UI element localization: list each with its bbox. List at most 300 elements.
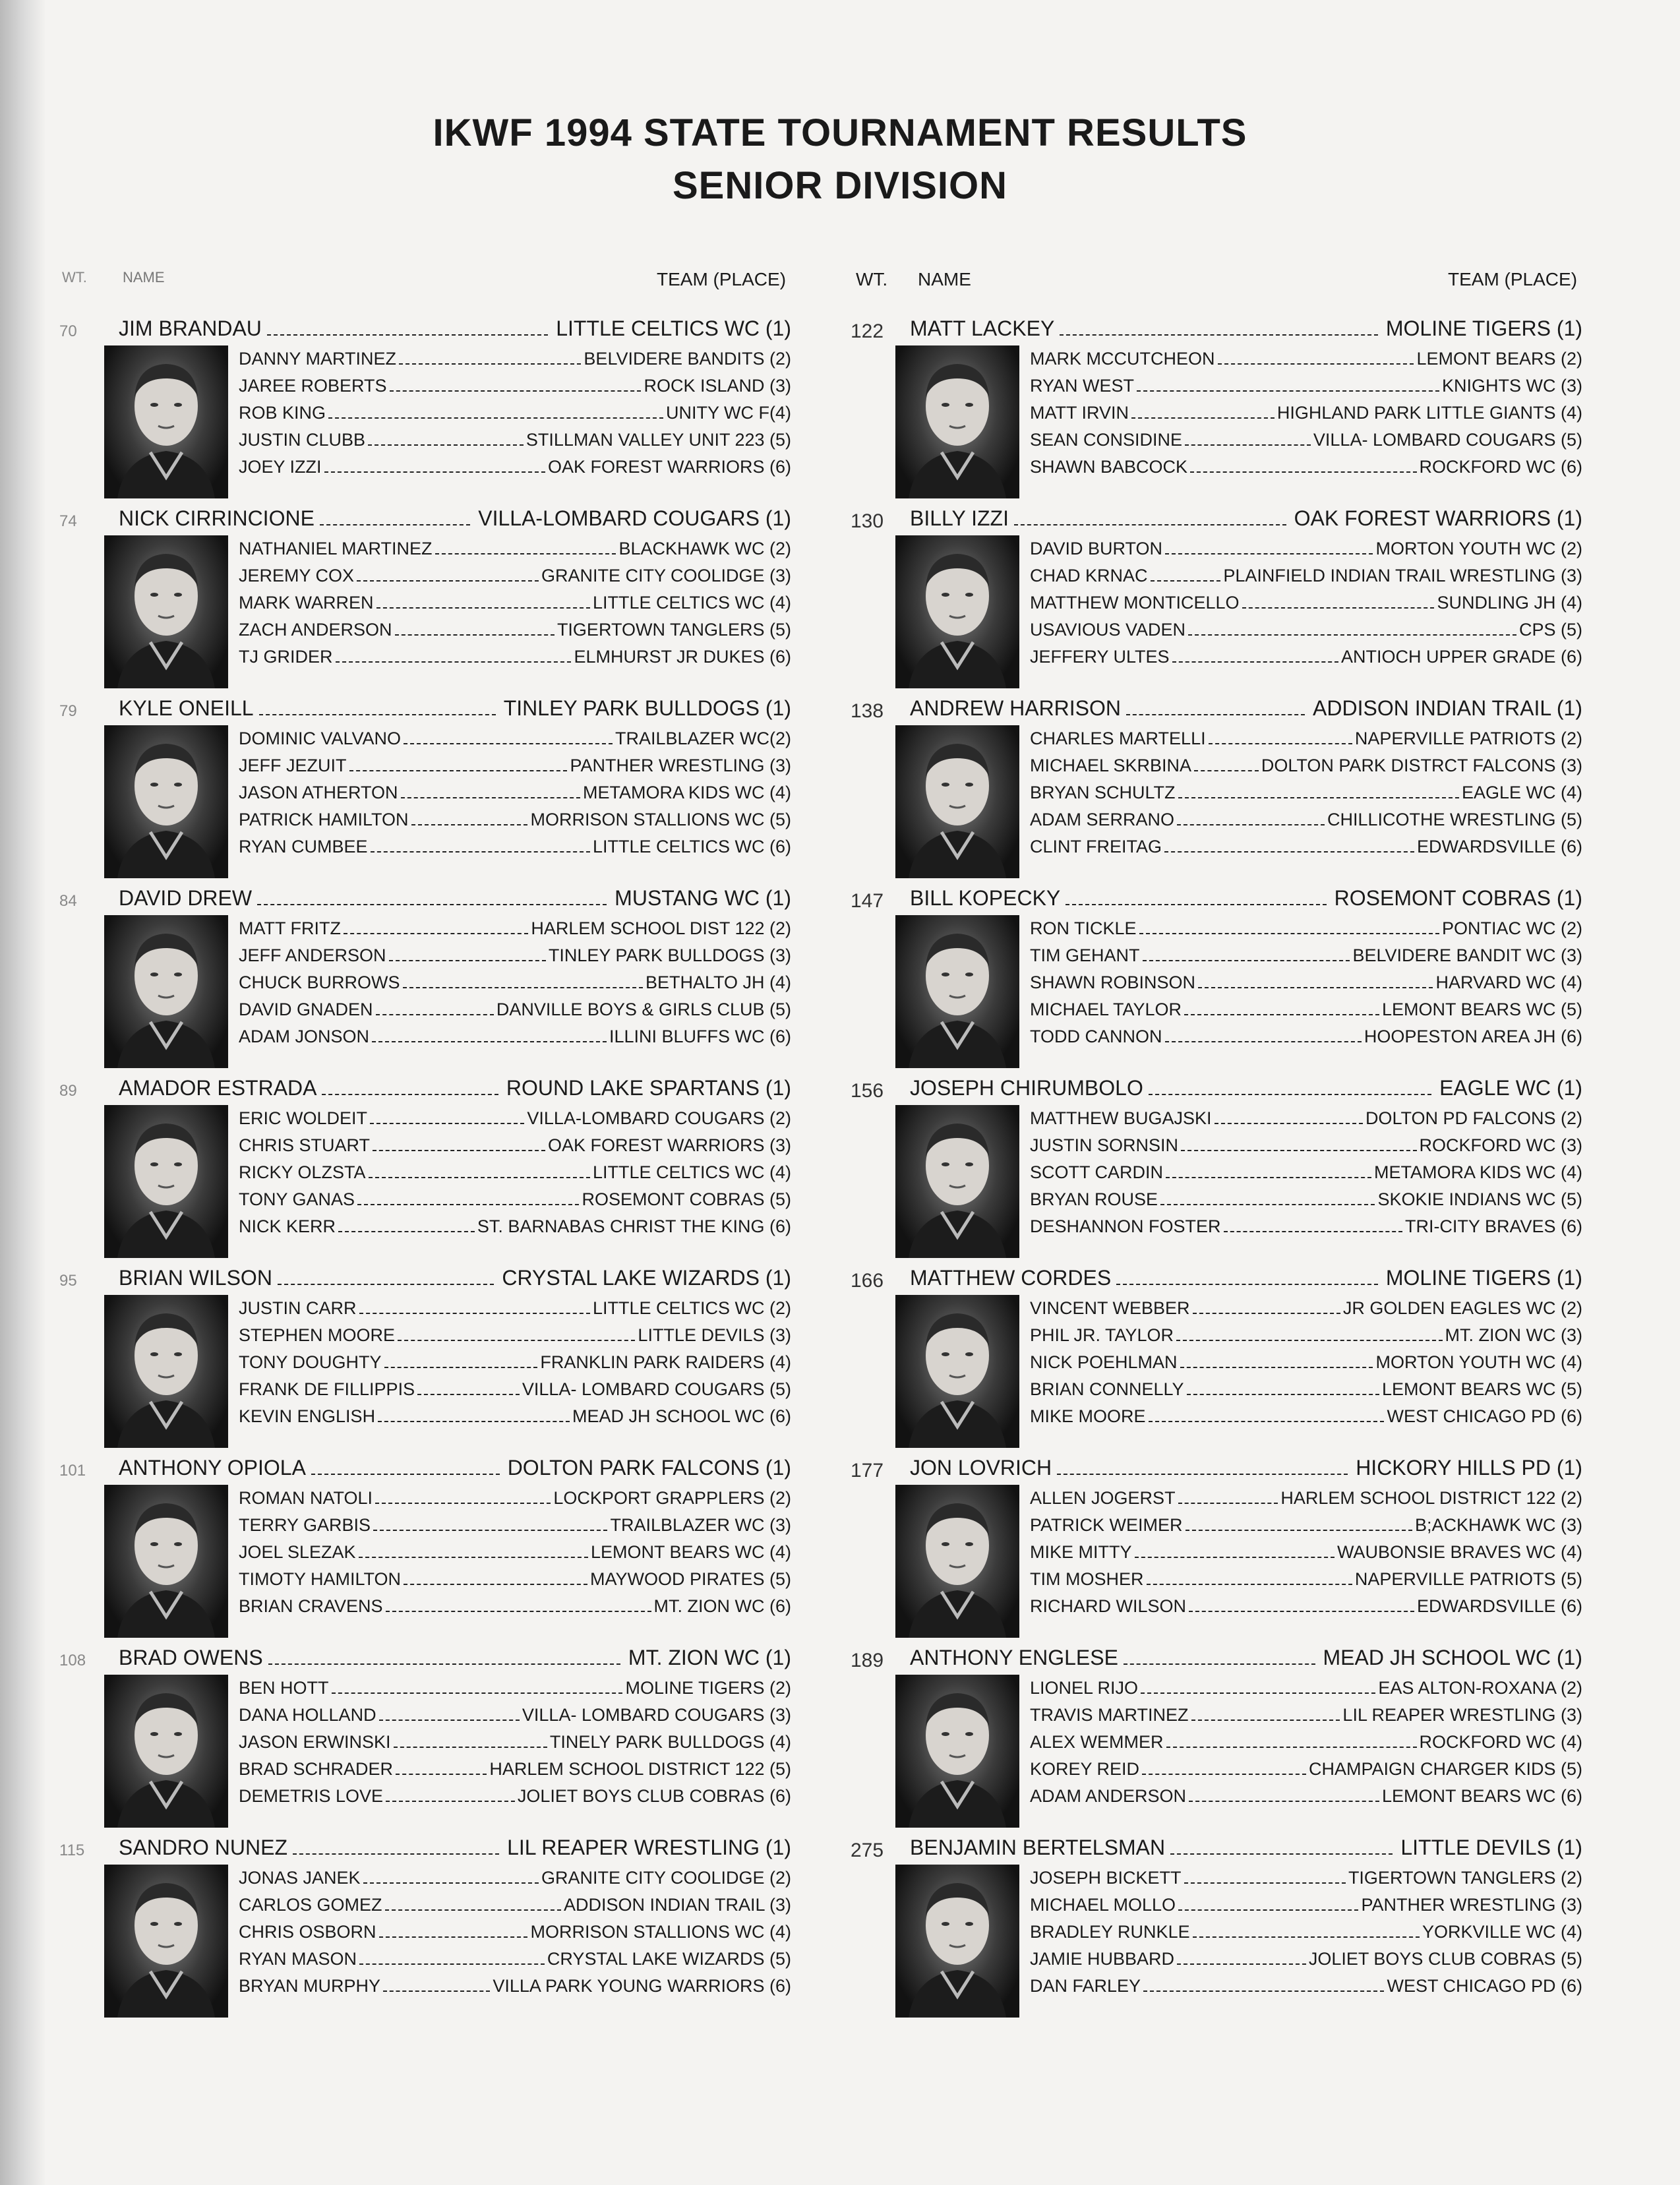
winner-row [851, 506, 1582, 533]
placer-name: JEFFERY ULTES [1030, 647, 1170, 667]
wrestler-photo [895, 1105, 1019, 1258]
placer-team: TRI-CITY BRAVES (6) [1404, 1216, 1582, 1236]
leader-dashes [320, 524, 470, 525]
placer-team: EDWARDSVILLE (6) [1416, 837, 1582, 856]
wrestler-photo [895, 1295, 1019, 1448]
leader-dashes [324, 471, 545, 473]
placer-row [1030, 1539, 1582, 1566]
leader-dashes [344, 932, 528, 934]
placer-row [1030, 1973, 1582, 2000]
portrait-silhouette [104, 1295, 228, 1448]
scan-shadow [0, 0, 46, 2185]
placer-team: UNITY WC F(4) [666, 403, 791, 423]
weight-bracket-156 [851, 1076, 1582, 1261]
placers-list [1030, 1675, 1582, 1810]
placer-name: ZACH ANDERSON [239, 620, 392, 640]
placer-name: DAN FARLEY [1030, 1976, 1141, 1996]
placer-row [239, 1702, 791, 1729]
placer-row [239, 1132, 791, 1159]
leader-dashes [1242, 607, 1435, 609]
placer-row [1030, 996, 1582, 1023]
leader-dashes [384, 1366, 538, 1368]
leader-dashes [1166, 1176, 1371, 1178]
wrestler-photo [895, 1675, 1019, 1828]
placer-row [1030, 1376, 1582, 1403]
placer-row [1030, 1023, 1582, 1050]
leader-dashes [1137, 390, 1439, 392]
placer-name: BRADLEY RUNKLE [1030, 1922, 1190, 1942]
winner-name: AMADOR ESTRADA [119, 1076, 317, 1100]
leader-dashes [1116, 1283, 1378, 1285]
leader-dashes [1014, 524, 1286, 525]
placer-team: BETHALTO JH (4) [645, 973, 791, 992]
leader-dashes [1209, 742, 1352, 744]
placer-name: BEN HOTT [239, 1678, 329, 1698]
leader-dashes [1149, 1093, 1431, 1095]
placer-row [239, 1295, 791, 1322]
leader-dashes [375, 1502, 551, 1504]
placer-name: SHAWN ROBINSON [1030, 973, 1196, 992]
placer-row [1030, 1892, 1582, 1919]
winner-line [910, 696, 1582, 721]
placer-name: NICK POEHLMAN [1030, 1352, 1178, 1372]
leader-dashes [357, 580, 539, 582]
leader-dashes [1185, 1529, 1412, 1531]
placer-name: CHUCK BURROWS [239, 973, 400, 992]
placer-team: ILLINI BLUFFS WC (6) [609, 1027, 791, 1046]
placers-list [239, 1485, 791, 1620]
placer-team: EAGLE WC (4) [1461, 783, 1582, 802]
placer-name: BRIAN CONNELLY [1030, 1379, 1184, 1399]
leader-dashes [386, 1800, 515, 1802]
placer-name: ADAM ANDERSON [1030, 1786, 1187, 1806]
winner-name: ANDREW HARRISON [910, 696, 1122, 720]
placer-name: CHAD KRNAC [1030, 566, 1148, 585]
weight-class: 84 [59, 892, 77, 910]
placer-row [239, 1539, 791, 1566]
weight-bracket-147 [851, 886, 1582, 1071]
placer-name: ALEX WEMMER [1030, 1732, 1164, 1752]
placer-team: MAYWOOD PIRATES (5) [589, 1569, 791, 1589]
placer-team: ANTIOCH UPPER GRADE (6) [1340, 647, 1582, 667]
placer-name: RYAN MASON [239, 1949, 357, 1969]
placer-team: MORRISON STALLIONS WC (4) [530, 1922, 791, 1942]
winner-name: JOSEPH CHIRUMBOLO [910, 1076, 1143, 1100]
placers-list [1030, 725, 1582, 860]
placer-row [239, 942, 791, 969]
winner-row [59, 1456, 791, 1482]
placer-row [239, 616, 791, 644]
placer-name: JAREE ROBERTS [239, 376, 387, 396]
wrestler-photo [104, 535, 228, 688]
placer-name: MICHAEL TAYLOR [1030, 1000, 1182, 1019]
winner-row [59, 1836, 791, 1862]
placer-team: GRANITE CITY COOLIDGE (2) [541, 1868, 791, 1888]
leader-dashes [293, 1853, 499, 1855]
leader-dashes [394, 1746, 547, 1748]
winner-name: KYLE ONEILL [119, 696, 254, 720]
placer-row [1030, 1159, 1582, 1186]
leader-dashes [396, 1773, 487, 1775]
placer-name: RYAN CUMBEE [239, 837, 368, 856]
winner-name: NICK CIRRINCIONE [119, 506, 315, 530]
placer-name: RICHARD WILSON [1030, 1596, 1187, 1616]
placer-name: RICKY OLZSTA [239, 1162, 366, 1182]
placer-name: DOMINIC VALVANO [239, 729, 402, 748]
winner-name: SANDRO NUNEZ [119, 1836, 288, 1859]
right-name-header: NAME [918, 269, 971, 289]
leader-dashes [378, 1420, 570, 1422]
placer-team: ROCKFORD WC (3) [1419, 1135, 1582, 1155]
leader-dashes [1178, 796, 1459, 798]
winner-team: CRYSTAL LAKE WIZARDS (1) [502, 1266, 791, 1290]
placer-team: PANTHER WRESTLING (3) [1361, 1895, 1582, 1915]
wrestler-photo [895, 1865, 1019, 2018]
winner-team: HICKORY HILLS PD (1) [1356, 1456, 1582, 1480]
placer-team: CRYSTAL LAKE WIZARDS (5) [547, 1949, 791, 1969]
placer-row [239, 427, 791, 454]
portrait-silhouette [895, 1865, 1019, 2018]
leader-dashes [1191, 1719, 1340, 1721]
weight-bracket-84 [59, 886, 791, 1071]
placer-team: CHAMPAIGN CHARGER KIDS (5) [1308, 1759, 1582, 1779]
leader-dashes [1176, 1339, 1442, 1341]
winner-line [910, 506, 1582, 531]
portrait-silhouette [895, 1485, 1019, 1638]
placer-row [239, 1322, 791, 1349]
weight-bracket-95 [59, 1266, 791, 1451]
placer-team: JR GOLDEN EAGLES WC (2) [1342, 1298, 1582, 1318]
placer-team: LITTLE CELTICS WC (4) [592, 593, 791, 613]
placer-name: BRIAN CRAVENS [239, 1596, 383, 1616]
placer-row [1030, 1512, 1582, 1539]
winner-line [119, 886, 791, 911]
winner-line [119, 1076, 791, 1100]
placer-name: PATRICK WEIMER [1030, 1515, 1183, 1535]
placer-row [1030, 616, 1582, 644]
placer-row [239, 589, 791, 616]
placer-name: KEVIN ENGLISH [239, 1406, 376, 1426]
placer-name: NICK KERR [239, 1216, 336, 1236]
placer-name: ERIC WOLDEIT [239, 1108, 368, 1128]
leader-dashes [1135, 1556, 1335, 1558]
placer-name: MICHAEL MOLLO [1030, 1895, 1176, 1915]
winner-row [851, 1266, 1582, 1292]
placer-team: HARLEM SCHOOL DISTRICT 122 (2) [1280, 1488, 1582, 1508]
winner-name: BRIAN WILSON [119, 1266, 272, 1290]
placer-name: BRYAN SCHULTZ [1030, 783, 1176, 802]
winner-line [119, 696, 791, 721]
portrait-silhouette [895, 1675, 1019, 1828]
placer-team: VILLA- LOMBARD COUGARS (5) [522, 1379, 791, 1399]
placer-name: JONAS JANEK [239, 1868, 361, 1888]
placer-team: WAUBONSIE BRAVES WC (4) [1336, 1542, 1582, 1562]
placer-team: CPS (5) [1518, 620, 1582, 640]
placer-row [1030, 535, 1582, 562]
placer-row [239, 1593, 791, 1620]
left-name-header: NAME [123, 269, 165, 285]
placer-team: ELMHURST JR DUKES (6) [574, 647, 791, 667]
winner-line [910, 886, 1582, 911]
placer-name: DAVID GNADEN [239, 1000, 373, 1019]
placer-row [239, 779, 791, 806]
placer-row [239, 1946, 791, 1973]
placer-team: ST. BARNABAS CHRIST THE KING (6) [477, 1216, 791, 1236]
placer-row [1030, 725, 1582, 752]
placer-row [1030, 969, 1582, 996]
placer-team: TIGERTOWN TANGLERS (5) [556, 620, 791, 640]
placers-list [239, 1865, 791, 2000]
leader-dashes [257, 903, 607, 905]
placer-name: DANA HOLLAND [239, 1705, 376, 1725]
placer-row [239, 996, 791, 1023]
winner-team: ROUND LAKE SPARTANS (1) [506, 1076, 791, 1100]
portrait-silhouette [104, 915, 228, 1068]
placer-row [239, 1973, 791, 2000]
right-wt-header: WT. [856, 269, 888, 289]
leader-dashes [1193, 1936, 1420, 1938]
winner-name: MATTHEW CORDES [910, 1266, 1112, 1290]
placer-team: MOLINE TIGERS (2) [625, 1678, 791, 1698]
placer-name: SEAN CONSIDINE [1030, 430, 1183, 450]
weight-bracket-79 [59, 696, 791, 881]
placer-name: NATHANIEL MARTINEZ [239, 539, 433, 558]
winner-line [119, 1456, 791, 1480]
placer-row [1030, 1865, 1582, 1892]
placer-row [1030, 1702, 1582, 1729]
placer-name: JEFF JEZUIT [239, 756, 347, 775]
winner-line [910, 1456, 1582, 1480]
winner-row [59, 886, 791, 913]
winner-row [851, 886, 1582, 913]
leader-dashes [1142, 1773, 1306, 1775]
placer-team: SUNDLING JH (4) [1437, 593, 1582, 613]
leader-dashes [373, 1529, 607, 1531]
placers-list [1030, 1105, 1582, 1240]
leader-dashes [359, 1963, 545, 1965]
placer-row [1030, 752, 1582, 779]
winner-team: ROSEMONT COBRAS (1) [1334, 886, 1582, 910]
leader-dashes [1189, 1800, 1379, 1802]
placer-row [1030, 833, 1582, 860]
placer-name: TIM GEHANT [1030, 945, 1140, 965]
leader-dashes [379, 1719, 520, 1721]
placer-name: LIONEL RIJO [1030, 1678, 1139, 1698]
wrestler-photo [895, 725, 1019, 878]
placer-row [239, 1213, 791, 1240]
winner-team: MEAD JH SCHOOL WC (1) [1323, 1646, 1582, 1669]
leader-dashes [398, 1339, 635, 1341]
placer-name: MIKE MITTY [1030, 1542, 1132, 1562]
winner-row [59, 1646, 791, 1672]
leader-dashes [1190, 471, 1416, 473]
placers-list [239, 1675, 791, 1810]
placer-name: DANNY MARTINEZ [239, 349, 397, 369]
placer-row [1030, 806, 1582, 833]
placer-name: JUSTIN SORNSIN [1030, 1135, 1179, 1155]
placer-name: TJ GRIDER [239, 647, 333, 667]
leader-dashes [1151, 580, 1221, 582]
leader-dashes [1224, 1230, 1402, 1232]
leader-dashes [1184, 1882, 1346, 1884]
placer-name: JASON ERWINSKI [239, 1732, 391, 1752]
placer-row [1030, 562, 1582, 589]
wrestler-photo [104, 1485, 228, 1638]
leader-dashes [359, 1556, 588, 1558]
placer-row [239, 1783, 791, 1810]
placer-team: PONTIAC WC (2) [1442, 918, 1582, 938]
winner-row [851, 1076, 1582, 1102]
leader-dashes [338, 1230, 475, 1232]
leader-dashes [1126, 713, 1305, 715]
leader-dashes [1160, 1203, 1375, 1205]
placer-team: METAMORA KIDS WC (4) [1373, 1162, 1582, 1182]
portrait-silhouette [104, 1485, 228, 1638]
leader-dashes [371, 851, 590, 853]
winner-line [910, 316, 1582, 341]
placer-name: STEPHEN MOORE [239, 1325, 396, 1345]
weight-class: 108 [59, 1652, 86, 1669]
placer-row [239, 1105, 791, 1132]
portrait-silhouette [104, 725, 228, 878]
leader-dashes [1166, 1746, 1417, 1748]
winner-line [119, 506, 791, 531]
leader-dashes [435, 553, 616, 554]
leader-dashes [386, 1610, 651, 1612]
placer-row [239, 454, 791, 481]
placer-name: JOSEPH BICKETT [1030, 1868, 1182, 1888]
placer-team: ROCKFORD WC (4) [1419, 1732, 1582, 1752]
placer-row [239, 1566, 791, 1593]
weight-class: 275 [851, 1840, 884, 1861]
placer-team: WEST CHICAGO PD (6) [1387, 1976, 1582, 1996]
placer-row [239, 969, 791, 996]
wrestler-photo [104, 725, 228, 878]
placers-list [239, 1105, 791, 1240]
leader-dashes [373, 1149, 545, 1151]
leader-dashes [1198, 986, 1433, 988]
winner-name: MATT LACKEY [910, 316, 1055, 340]
placers-list [1030, 1295, 1582, 1430]
wrestler-photo [104, 1105, 228, 1258]
weight-bracket-115 [59, 1836, 791, 2020]
placer-name: SCOTT CARDIN [1030, 1162, 1164, 1182]
leader-dashes [336, 661, 572, 663]
leader-dashes [1189, 1610, 1414, 1612]
placer-team: STILLMAN VALLEY UNIT 223 (5) [525, 430, 791, 450]
placer-row [1030, 1946, 1582, 1973]
winner-line [119, 1266, 791, 1290]
placer-team: NAPERVILLE PATRIOTS (5) [1354, 1569, 1582, 1589]
leader-dashes [1149, 1420, 1385, 1422]
leader-dashes [390, 390, 642, 392]
placer-row [1030, 1213, 1582, 1240]
leader-dashes [1124, 1663, 1315, 1665]
leader-dashes [404, 1583, 587, 1585]
placer-row [239, 725, 791, 752]
placer-team: HOOPESTON AREA JH (6) [1364, 1027, 1582, 1046]
winner-team: DOLTON PARK FALCONS (1) [507, 1456, 791, 1480]
leader-dashes [278, 1283, 494, 1285]
weight-class: 189 [851, 1650, 884, 1671]
placer-team: LITTLE CELTICS WC (4) [592, 1162, 791, 1182]
placer-team: HARLEM SCHOOL DIST 122 (2) [531, 918, 791, 938]
wrestler-photo [895, 915, 1019, 1068]
placer-team: MT. ZION WC (6) [653, 1596, 791, 1616]
placer-team: ROCKFORD WC (6) [1419, 457, 1582, 477]
leader-dashes [1177, 1963, 1306, 1965]
leader-dashes [383, 1990, 490, 1992]
winner-team: MOLINE TIGERS (1) [1385, 316, 1582, 340]
placer-team: LEMONT BEARS WC (5) [1381, 1000, 1582, 1019]
leader-dashes [1187, 1393, 1379, 1395]
leader-dashes [1188, 634, 1516, 636]
winner-name: ANTHONY OPIOLA [119, 1456, 306, 1480]
placer-team: METAMORA KIDS WC (4) [582, 783, 791, 802]
page-subtitle: SENIOR DIVISION [672, 164, 1008, 207]
placer-name: TIM MOSHER [1030, 1569, 1144, 1589]
placer-team: NAPERVILLE PATRIOTS (2) [1354, 729, 1582, 748]
leader-dashes [1218, 363, 1414, 365]
winner-line [119, 1646, 791, 1670]
placer-name: DAVID BURTON [1030, 539, 1163, 558]
leader-dashes [1181, 1149, 1416, 1151]
winner-row [851, 1456, 1582, 1482]
winner-name: BENJAMIN BERTELSMAN [910, 1836, 1166, 1859]
placers-list [239, 535, 791, 671]
placer-name: MARK MCCUTCHEON [1030, 349, 1215, 369]
leader-dashes [1177, 823, 1325, 825]
wrestler-photo [895, 535, 1019, 688]
leader-dashes [1141, 1692, 1375, 1694]
placer-name: ALLEN JOGERST [1030, 1488, 1176, 1508]
leader-dashes [1060, 334, 1378, 336]
winner-team: MOLINE TIGERS (1) [1385, 1266, 1582, 1290]
right-team-header: TEAM (PLACE) [1448, 269, 1578, 289]
placers-list [1030, 1865, 1582, 2000]
leader-dashes [1185, 444, 1311, 446]
leader-dashes [332, 1692, 623, 1694]
placer-name: JOEY IZZI [239, 457, 322, 477]
weight-bracket-177 [851, 1456, 1582, 1640]
placer-team: KNIGHTS WC (3) [1442, 376, 1582, 396]
placer-row [1030, 1105, 1582, 1132]
placer-row [1030, 1349, 1582, 1376]
leader-dashes [322, 1093, 498, 1095]
placer-row [1030, 942, 1582, 969]
leader-dashes [376, 1013, 494, 1015]
winner-team: VILLA-LOMBARD COUGARS (1) [478, 506, 791, 530]
placer-team: VILLA- LOMBARD COUGARS (5) [1313, 430, 1582, 450]
placer-row [239, 562, 791, 589]
placer-row [239, 1186, 791, 1213]
placer-row [239, 1023, 791, 1050]
portrait-silhouette [104, 1675, 228, 1828]
portrait-silhouette [104, 1105, 228, 1258]
placer-name: TODD CANNON [1030, 1027, 1162, 1046]
leader-dashes [311, 1473, 500, 1475]
placer-row [239, 1919, 791, 1946]
placer-row [1030, 1729, 1582, 1756]
leader-dashes [259, 713, 496, 715]
winner-line [119, 316, 791, 341]
placer-team: PLAINFIELD INDIAN TRAIL WRESTLING (3) [1223, 566, 1582, 585]
placer-row [239, 373, 791, 400]
leader-dashes [1143, 959, 1350, 961]
placer-team: LOCKPORT GRAPPLERS (2) [553, 1488, 791, 1508]
placer-team: GRANITE CITY COOLIDGE (3) [541, 566, 791, 585]
weight-class: 130 [851, 510, 884, 532]
